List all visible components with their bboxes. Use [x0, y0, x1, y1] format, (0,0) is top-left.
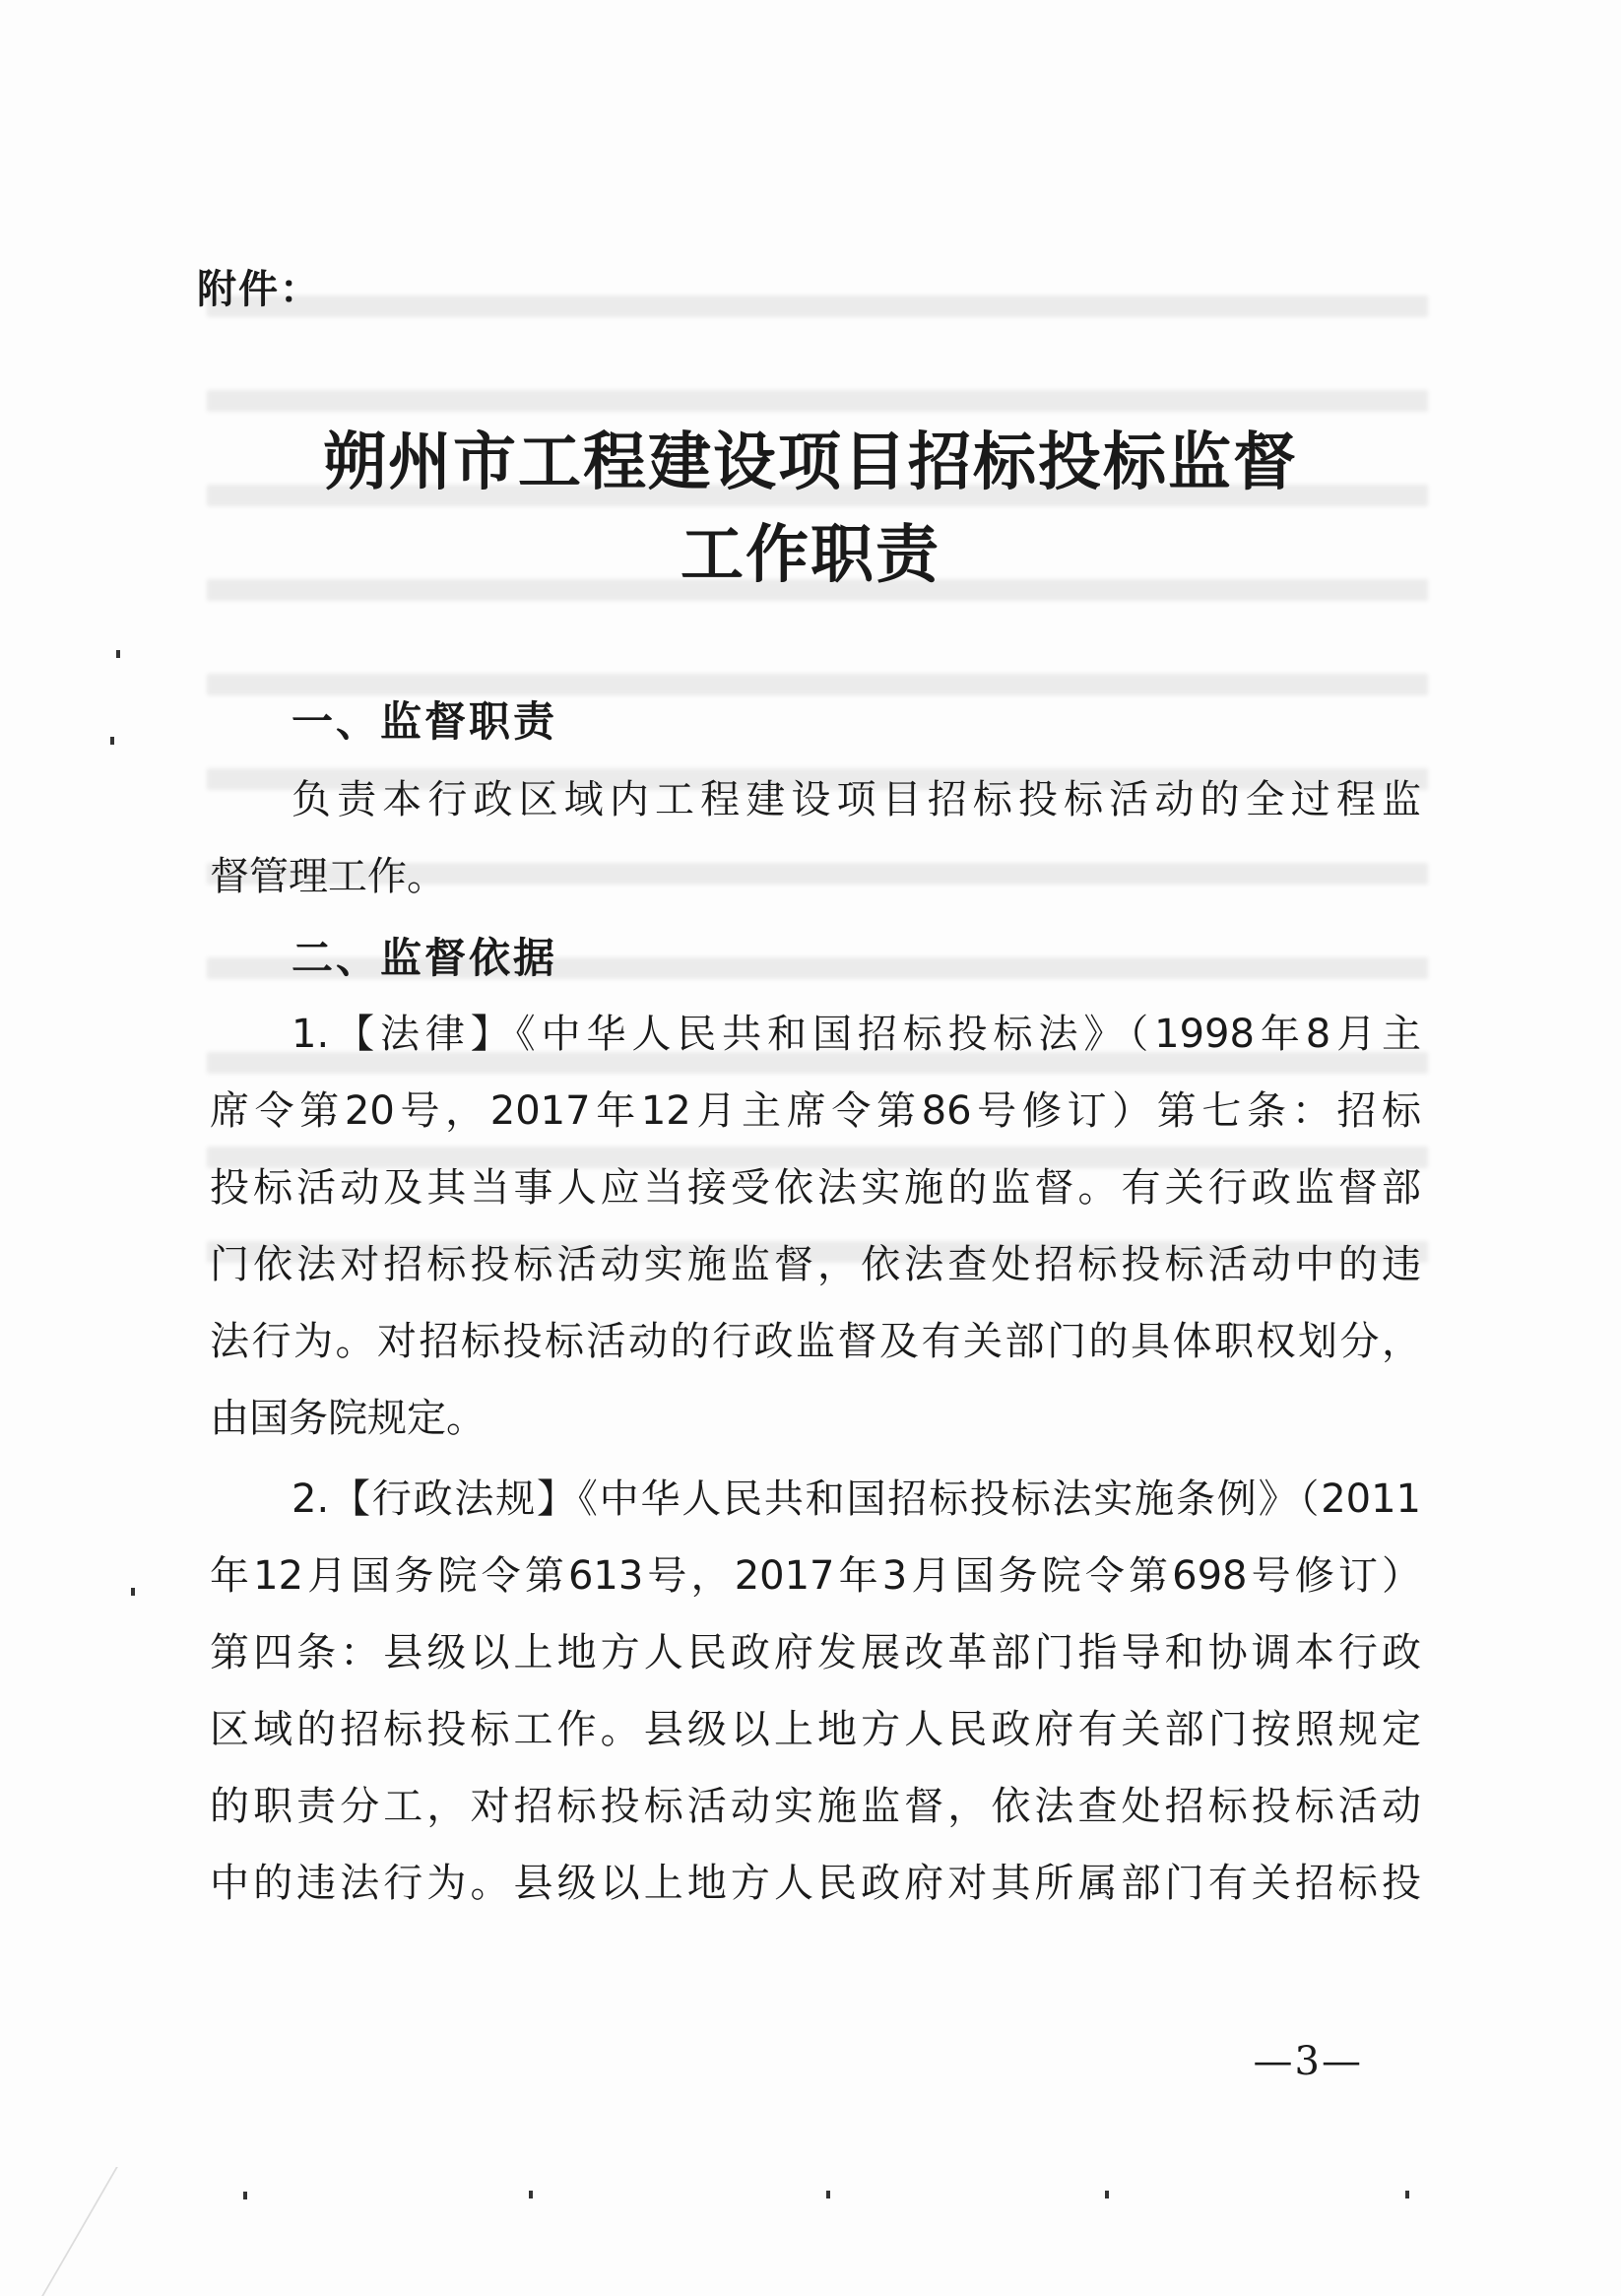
- attachment-label: 附件：: [197, 267, 321, 312]
- scan-speck: [243, 2192, 247, 2199]
- body-line: 由国务院规定。: [210, 1396, 486, 1441]
- body-line: 法行为。对招标投标活动的行政监督及有关部门的具体职权划分，: [210, 1319, 1421, 1364]
- body-line: 席令第20号，2017年12月主席令第86号修订）第七条：招标: [210, 1088, 1421, 1134]
- body-line: 2.【行政法规】《中华人民共和国招标投标法实施条例》（2011: [292, 1476, 1421, 1522]
- scan-speck: [826, 2191, 830, 2198]
- body-line: 第四条：县级以上地方人民政府发展改革部门指导和协调本行政: [210, 1630, 1421, 1675]
- document-title-line-1: 朔州市工程建设项目招标投标监督: [323, 426, 1298, 499]
- body-line: 负责本行政区域内工程建设项目招标投标活动的全过程监: [292, 777, 1421, 822]
- scan-speck: [116, 650, 120, 658]
- section-heading-supervision-basis: 二、监督依据: [292, 934, 558, 982]
- page-corner-fold: [0, 2167, 118, 2296]
- body-line: 督管理工作。: [210, 854, 446, 899]
- body-line: 门依法对招标投标活动实施监督，依法查处招标投标活动中的违: [210, 1242, 1421, 1287]
- body-line: 年12月国务院令第613号，2017年3月国务院令第698号修订）: [210, 1553, 1421, 1599]
- body-line: 的职责分工，对招标投标活动实施监督，依法查处招标投标活动: [210, 1784, 1421, 1829]
- body-line: 区域的招标投标工作。县级以上地方人民政府有关部门按照规定: [210, 1707, 1421, 1752]
- scan-speck: [110, 737, 114, 745]
- page-number: —3—: [1253, 2039, 1363, 2084]
- body-line: 1.【法律】《中华人民共和国招标投标法》（1998年8月主: [292, 1012, 1421, 1057]
- scan-speck: [131, 1588, 135, 1596]
- section-heading-supervision-duties: 一、监督职责: [292, 697, 558, 746]
- scan-speck: [1105, 2191, 1109, 2198]
- scan-speck: [529, 2191, 533, 2198]
- body-line: 投标活动及其当事人应当接受依法实施的监督。有关行政监督部: [210, 1165, 1421, 1211]
- scan-speck: [1405, 2191, 1409, 2198]
- document-title-line-2: 工作职责: [681, 518, 940, 592]
- body-line: 中的违法行为。县级以上地方人民政府对其所属部门有关招标投: [210, 1861, 1421, 1906]
